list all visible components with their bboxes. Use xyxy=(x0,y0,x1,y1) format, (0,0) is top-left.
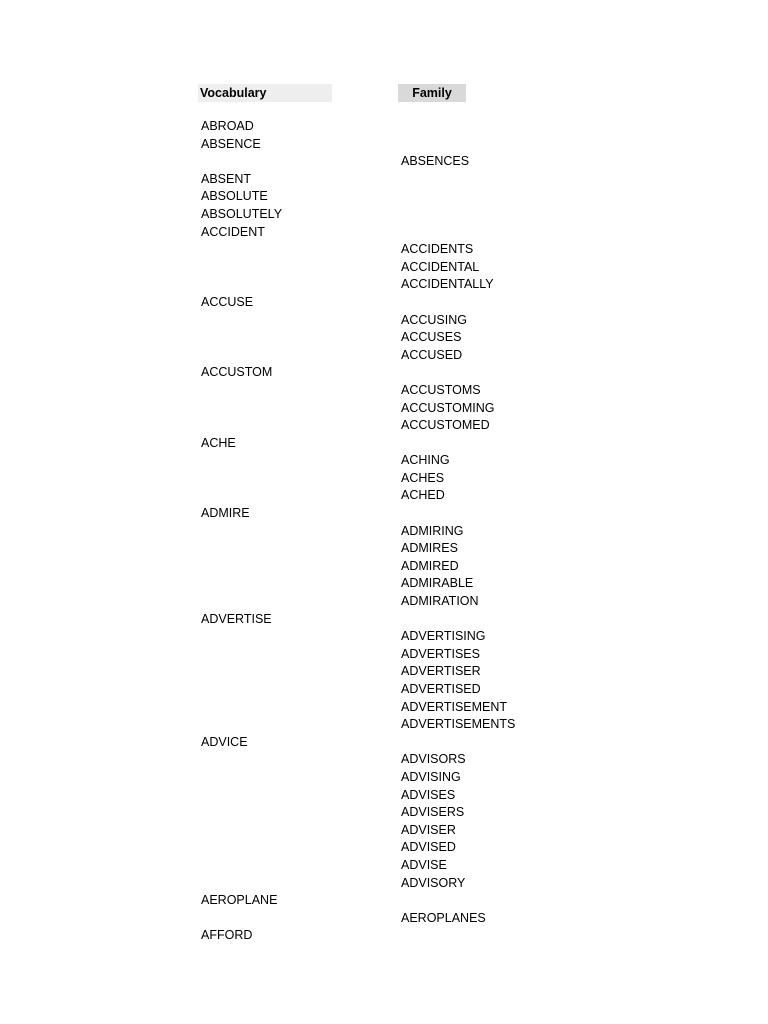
family-row xyxy=(0,822,768,840)
family-row xyxy=(0,663,768,681)
family-word: ADVISER xyxy=(401,822,456,837)
family-word: ADVERTISED xyxy=(401,682,481,696)
family-row xyxy=(0,312,768,330)
family-row xyxy=(0,716,768,734)
vocabulary-word: ACCUSTOM xyxy=(201,365,273,380)
vocabulary-word: ADVICE xyxy=(201,734,248,749)
family-row xyxy=(0,699,768,717)
family-row xyxy=(0,276,768,294)
family-word: ADVERTISER xyxy=(401,664,481,679)
family-word: ADVERTISEMENTS xyxy=(401,717,516,732)
vocabulary-column-header: Vocabulary xyxy=(198,84,332,102)
vocabulary-word: ADMIRE xyxy=(201,506,250,521)
vocabulary-row xyxy=(0,435,768,453)
family-row xyxy=(0,575,768,593)
vocabulary-word: ABSOLUTELY xyxy=(201,206,283,221)
family-row xyxy=(0,857,768,875)
vocabulary-row xyxy=(0,224,768,242)
family-row xyxy=(0,259,768,277)
family-word: ACCIDENTAL xyxy=(401,259,480,274)
family-word: ACCIDENTALLY xyxy=(401,277,494,292)
family-word: ACCUSING xyxy=(401,312,467,327)
family-column-header: Family xyxy=(398,84,466,102)
family-row xyxy=(0,769,768,787)
family-word: ADVISED xyxy=(401,840,456,855)
vocabulary-row xyxy=(0,206,768,224)
family-word: ABSENCES xyxy=(401,154,470,169)
family-word: ADVISORS xyxy=(401,752,466,767)
vocabulary-word: ABSOLUTE xyxy=(201,189,268,204)
word-list xyxy=(0,118,768,945)
vocabulary-word: AEROPLANE xyxy=(201,893,278,908)
family-word: ACCUSTOMS xyxy=(401,382,481,397)
family-row xyxy=(0,540,768,558)
vocabulary-row xyxy=(0,294,768,312)
family-word: ACCUSTOMING xyxy=(401,400,495,415)
family-row xyxy=(0,470,768,488)
family-row xyxy=(0,417,768,435)
family-row xyxy=(0,681,768,699)
vocabulary-word: ABSENCE xyxy=(201,136,261,151)
family-row xyxy=(0,347,768,365)
vocabulary-row xyxy=(0,734,768,752)
vocabulary-row xyxy=(0,505,768,523)
family-word: ACHING xyxy=(401,453,450,468)
family-row xyxy=(0,875,768,893)
family-row xyxy=(0,787,768,805)
family-row xyxy=(0,804,768,822)
vocabulary-row xyxy=(0,171,768,189)
family-row xyxy=(0,241,768,259)
family-row xyxy=(0,839,768,857)
family-row xyxy=(0,751,768,769)
vocabulary-row xyxy=(0,611,768,629)
family-word: ADVISORY xyxy=(401,875,466,890)
vocabulary-row xyxy=(0,364,768,382)
vocabulary-row xyxy=(0,892,768,910)
family-word: ADMIRED xyxy=(401,558,459,573)
family-word: AEROPLANES xyxy=(401,910,486,925)
family-row xyxy=(0,452,768,470)
family-word: ACCUSTOMED xyxy=(401,418,490,433)
family-word: ADMIRATION xyxy=(401,594,479,609)
family-word: ADVISE xyxy=(401,857,447,872)
family-word: ADVISES xyxy=(401,787,456,802)
family-word: ADMIRES xyxy=(401,541,458,556)
family-word: ACCIDENTS xyxy=(401,242,474,257)
vocabulary-word: ACHE xyxy=(201,435,236,450)
family-word: ADVISING xyxy=(401,769,461,784)
family-row xyxy=(0,628,768,646)
family-word: ACCUSES xyxy=(401,330,462,345)
family-word: ACHED xyxy=(401,488,445,503)
family-row xyxy=(0,487,768,505)
family-row xyxy=(0,646,768,664)
vocabulary-row xyxy=(0,927,768,945)
family-word: ACCUSED xyxy=(401,347,463,362)
vocabulary-word: ADVERTISE xyxy=(201,611,272,626)
family-row xyxy=(0,400,768,418)
family-word: ADVISERS xyxy=(401,805,465,820)
vocabulary-word: ACCUSE xyxy=(201,294,254,309)
vocabulary-row xyxy=(0,136,768,154)
family-word: ADVERTISEMENT xyxy=(401,699,508,714)
family-word: ACHES xyxy=(401,470,445,485)
family-row xyxy=(0,153,768,171)
vocabulary-word: ABROAD xyxy=(201,119,254,133)
family-row xyxy=(0,910,768,928)
family-word: ADVERTISING xyxy=(401,629,486,644)
family-row xyxy=(0,329,768,347)
family-word: ADVERTISES xyxy=(401,646,480,661)
vocabulary-row xyxy=(0,188,768,206)
vocabulary-word: AFFORD xyxy=(201,928,253,943)
vocabulary-row xyxy=(0,118,768,136)
family-word: ADMIRABLE xyxy=(401,576,474,591)
family-row xyxy=(0,523,768,541)
family-word: ADMIRING xyxy=(401,523,464,538)
family-row xyxy=(0,593,768,611)
family-row xyxy=(0,558,768,576)
family-row xyxy=(0,382,768,400)
vocabulary-word: ACCIDENT xyxy=(201,224,265,239)
vocabulary-word: ABSENT xyxy=(201,171,252,186)
